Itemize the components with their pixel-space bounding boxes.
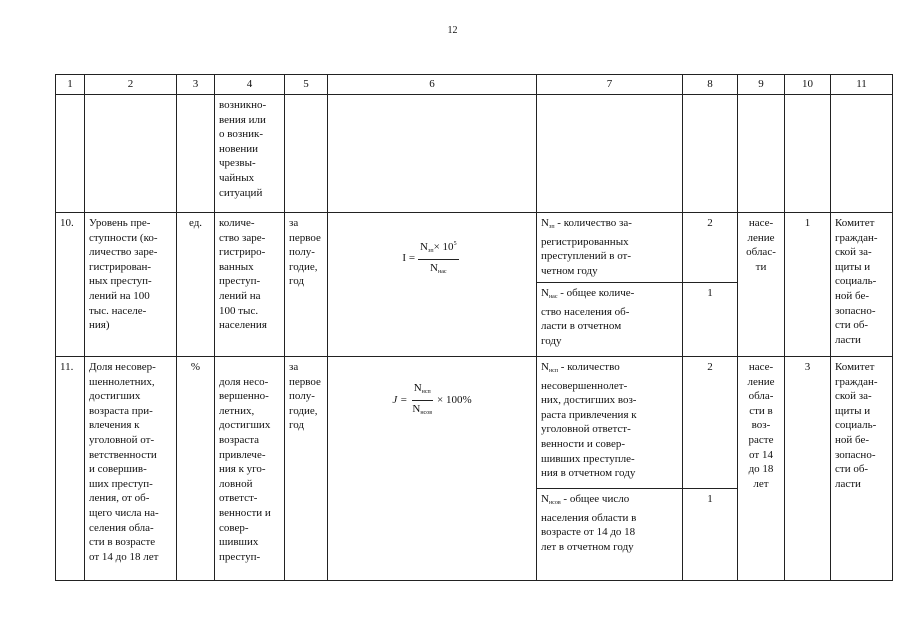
table-row — [56, 213, 893, 283]
header-cell: 10 — [785, 75, 831, 95]
formula-numerator: N — [420, 240, 428, 253]
scope: насе- ление облас- ти — [738, 213, 785, 357]
indicators-table — [55, 74, 893, 581]
continuation-row — [56, 95, 893, 213]
header-row — [56, 75, 893, 95]
header-cell: 11 — [831, 75, 893, 95]
row-number: 11. — [56, 357, 85, 581]
table-cell — [85, 95, 177, 213]
col10-value: 3 — [785, 357, 831, 581]
formula-expression — [332, 231, 532, 280]
formula-exponent: 5 — [453, 240, 457, 247]
header-cell: 1 — [56, 75, 85, 95]
formula-denominator: N — [430, 262, 438, 275]
formula-denominator: N — [412, 403, 421, 416]
table-cell — [537, 95, 683, 213]
table-row — [56, 357, 893, 489]
table-cell — [285, 95, 328, 213]
source-code: 2 — [683, 213, 738, 283]
variable-description: $N_{нсов}$ - общее число населения области в возрасте от 14 до 18 лет в отчетном году — [537, 489, 683, 581]
formula-mult: × 100% — [437, 394, 472, 407]
formula-numerator-sub: нсп — [421, 388, 431, 395]
variable-description: $N_{зп}$ - количество за- регистрированных преступлений в от- четном году — [537, 213, 683, 283]
header-cell: 3 — [177, 75, 215, 95]
indicator-description: количе- ство заре- гистриро- ванных преступ- лений на 100 тыс. населения — [215, 213, 285, 357]
variable-description: $N_{нас}$ - общее количе- ство населения об- ласти в отчетном году — [537, 283, 683, 357]
period: за первое полу- годие, год — [285, 213, 328, 357]
row-number: 10. — [56, 213, 85, 357]
table-cell: возникно- вения или о возник- новении чрезвы- чайных ситуаций — [215, 95, 285, 213]
scope: насе- ление обла- сти в воз- расте от 14 до 18 лет — [738, 357, 785, 581]
col10-value: 1 — [785, 213, 831, 357]
source-code: 2 — [683, 357, 738, 489]
formula-denominator-sub: нсов — [420, 410, 433, 417]
formula-lhs: I = — [402, 251, 416, 264]
formula-numerator-sub: зп — [428, 247, 434, 254]
header-cell: 6 — [328, 75, 537, 95]
header-cell: 8 — [683, 75, 738, 95]
formula — [328, 357, 537, 581]
header-cell: 5 — [285, 75, 328, 95]
table-cell — [831, 95, 893, 213]
source-code: 1 — [683, 489, 738, 581]
table-cell — [56, 95, 85, 213]
responsible-org: Комитет граждан- ской за- щиты и социаль- ной бе- зопасно- сти об- ласти — [831, 357, 893, 581]
table-cell — [738, 95, 785, 213]
formula-numerator: N — [413, 381, 422, 394]
responsible-org: Комитет граждан- ской за- щиты и социаль- ной бе- зопасно- сти об- ласти — [831, 213, 893, 357]
period: за первое полу- годие, год — [285, 357, 328, 581]
formula-mult: × 10 — [433, 240, 454, 253]
header-cell: 2 — [85, 75, 177, 95]
table-cell — [328, 95, 537, 213]
formula-fraction — [410, 381, 434, 421]
unit: % — [177, 357, 215, 581]
indicator-description: доля несо- вершенно- летних, достигших возраста привлече- ния к уго- ловной ответст- венности и совер- шивших преступ- — [215, 357, 285, 581]
indicator-name: Доля несовер- шеннолетних, достигших возраста при- влечения к уголовной от- ветственности и совершив- ших преступ- ления, от об- щего числа на- селения обла- сти в возрасте от 14 до 18 лет — [85, 357, 177, 581]
header-cell: 7 — [537, 75, 683, 95]
formula-fraction — [418, 237, 459, 280]
source-code: 1 — [683, 283, 738, 357]
variable-description: $N_{нсп}$ - количество несовершеннолет- них, достигших воз- раста привлечения к уголовной ответст- венности и совер- шивших преступле- ния в отчетном году — [537, 357, 683, 489]
header-cell: 4 — [215, 75, 285, 95]
formula-expression — [332, 375, 532, 421]
unit: ед. — [177, 213, 215, 357]
table-cell — [177, 95, 215, 213]
formula-lhs: J = — [392, 394, 408, 407]
indicator-name: Уровень пре- ступности (ко- личество заре- гистрирован- ных преступ- лений на 100 тыс. населе- ния) — [85, 213, 177, 357]
page-number: 12 — [447, 25, 458, 36]
table-cell — [683, 95, 738, 213]
table-cell — [785, 95, 831, 213]
header-cell: 9 — [738, 75, 785, 95]
formula-denominator-sub: нас — [438, 269, 447, 276]
formula — [328, 213, 537, 357]
